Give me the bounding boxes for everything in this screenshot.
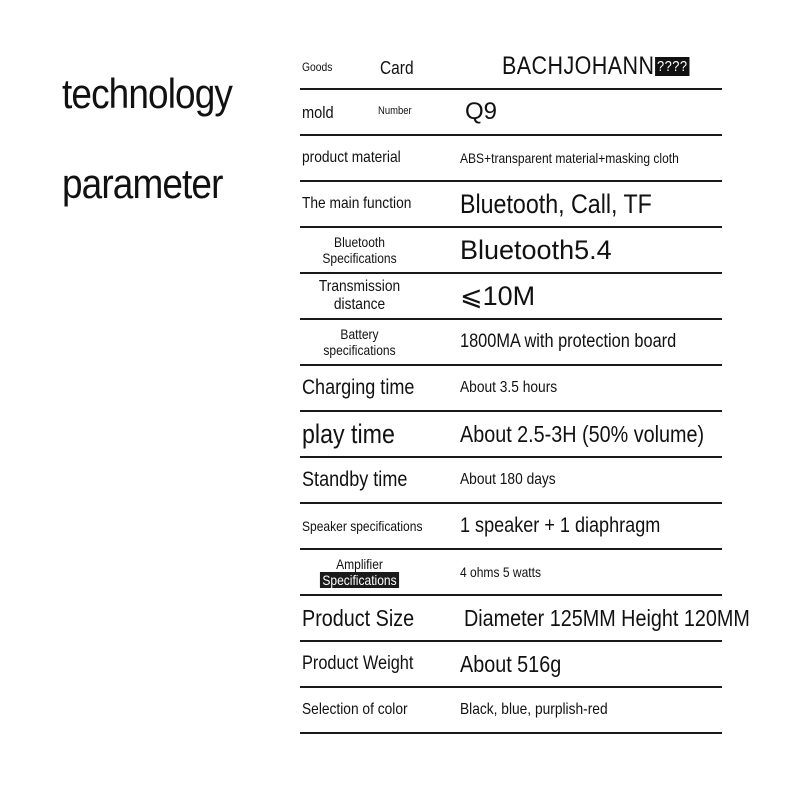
spec-row-function (300, 182, 722, 228)
spec-label-goods: Goods (302, 60, 333, 74)
spec-label-speaker: Speaker specifications (302, 518, 423, 534)
spec-value-speaker: 1 speaker + 1 diaphragm (460, 514, 661, 537)
spec-value-distance: ⩽10M (460, 280, 536, 311)
spec-value-amplifier: 4 ohms 5 watts (460, 564, 541, 580)
spec-label-standby: Standby time (302, 468, 408, 491)
spec-label-line: Specifications (322, 250, 397, 266)
spec-value-model: Q9 (465, 98, 498, 125)
spec-label-playtime: play time (302, 418, 395, 449)
spec-row-bluetooth (300, 228, 722, 274)
spec-row-speaker (300, 504, 722, 550)
spec-row-playtime (300, 412, 722, 458)
spec-row-goods-card (300, 44, 722, 90)
spec-value-playtime: About 2.5-3H (50% volume) (460, 420, 705, 447)
brand-name: BACHJOHANN (502, 51, 655, 80)
spec-row-battery (300, 320, 722, 366)
spec-label-line: Specifications (320, 572, 399, 588)
spec-value-color: Black, blue, purplish-red (460, 701, 608, 718)
spec-value-size: Diameter 125MM Height 120MM (464, 604, 750, 631)
spec-label-function: The main function (302, 195, 412, 212)
spec-label-number: Number (378, 105, 412, 117)
spec-row-weight (300, 642, 722, 688)
spec-label-weight: Product Weight (302, 653, 414, 674)
heading-technology: technology (62, 70, 232, 117)
spec-label-line: Amplifier (336, 555, 383, 572)
spec-label-material: product material (302, 149, 401, 166)
spec-label-battery (295, 320, 424, 364)
spec-value-material: ABS+transparent material+masking cloth (460, 150, 679, 166)
spec-value-brand (502, 44, 689, 88)
spec-value-bluetooth: Bluetooth5.4 (460, 234, 612, 265)
spec-row-color (300, 688, 722, 734)
spec-label-charging: Charging time (302, 376, 415, 399)
spec-value-weight: About 516g (460, 650, 562, 677)
spec-label-color: Selection of color (302, 701, 408, 718)
spec-row-size (300, 596, 750, 642)
spec-row-standby (300, 458, 722, 504)
spec-value-function: Bluetooth, Call, TF (460, 188, 652, 219)
spec-label-bluetooth (295, 228, 424, 272)
spec-label-line: Bluetooth (334, 233, 385, 250)
spec-table (300, 44, 750, 734)
spec-label-mold: mold (302, 103, 334, 122)
spec-label-distance (295, 274, 424, 318)
spec-label-line: Battery (340, 325, 379, 342)
brand-mark: ???? (657, 57, 688, 75)
spec-row-distance (300, 274, 722, 320)
spec-value-battery: 1800MA with protection board (460, 331, 677, 352)
spec-label-amplifier (295, 550, 424, 594)
spec-row-model (300, 90, 722, 136)
spec-label-line: specifications (323, 342, 396, 358)
spec-row-amplifier (300, 550, 722, 596)
spec-label-size: Product Size (302, 604, 415, 631)
spec-label-card: Card (380, 58, 414, 78)
spec-label-line: distance (333, 296, 386, 313)
spec-row-charging (300, 366, 722, 412)
spec-label-line: Transmission (318, 277, 401, 295)
spec-row-material (300, 136, 722, 182)
heading-parameter: parameter (62, 160, 223, 207)
spec-value-standby: About 180 days (460, 471, 556, 488)
spec-value-charging: About 3.5 hours (460, 379, 558, 396)
